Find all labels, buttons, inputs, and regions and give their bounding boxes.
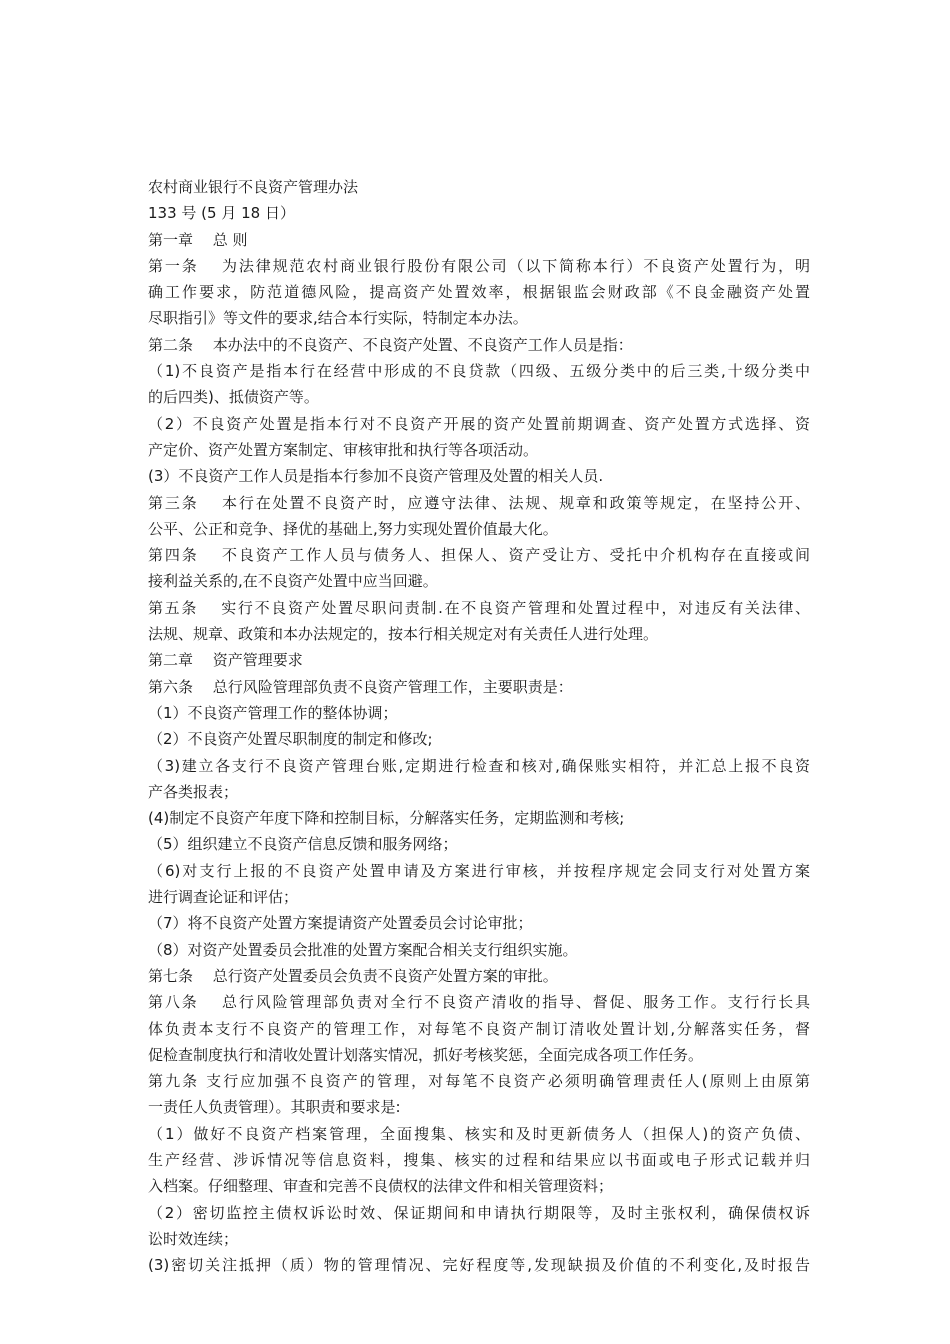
text-line: （8）对资产处置委员会批准的处置方案配合相关支行组织实施。 <box>148 940 578 959</box>
text-line: （2）不良资产处置尽职制度的制定和修改; <box>148 730 433 749</box>
text-line: （2）不良资产处置是指本行对不良资产开展的资产处置前期调查、资产处置方式选择、资 <box>148 414 810 433</box>
text-line: 产各类报表； <box>148 782 239 801</box>
text-line: 进行调查论证和评估； <box>148 888 299 907</box>
text-line: (4)制定不良资产年度下降和控制目标，分解落实任务，定期监测和考核; <box>148 809 625 828</box>
text-line: 第二章 资产管理要求 <box>148 651 303 670</box>
text-line: (3)密切关注抵押（质）物的管理情况、完好程度等,发现缺损及价值的不利变化,及时报告 <box>148 1256 810 1275</box>
text-line: 讼时效连续； <box>148 1229 239 1248</box>
text-line: 尽职指引》等文件的要求,结合本行实际，特制定本办法。 <box>148 309 528 328</box>
text-line: （1)不良资产是指本行在经营中形成的不良贷款（四级、五级分类中的后三类,十级分类中 <box>148 362 810 381</box>
text-line: 的后四类)、抵债资产等。 <box>148 388 319 407</box>
text-line: 第一章 总 则 <box>148 230 248 249</box>
text-line: （1）不良资产管理工作的整体协调； <box>148 703 398 722</box>
text-line: （3)建立各支行不良资产管理台账,定期进行检查和核对,确保账实相符，并汇总上报不良资 <box>148 756 810 775</box>
text-line: 法规、规章、政策和本办法规定的，按本行相关规定对有关责任人进行处理。 <box>148 625 659 644</box>
text-line: 第八条 总行风险管理部负责对全行不良资产清收的指导、督促、服务工作。支行行长具 <box>148 993 810 1012</box>
text-line: 第七条 总行资产处置委员会负责不良资产处置方案的审批。 <box>148 966 558 985</box>
text-line: （2）密切监控主债权诉讼时效、保证期间和申请执行期限等，及时主张权利，确保债权诉 <box>148 1203 810 1222</box>
document-body <box>148 174 810 1278</box>
text-line: 生产经营、涉诉情况等信息资料，搜集、核实的过程和结果应以书面或电子形式记载并归 <box>148 1150 810 1169</box>
text-line: （6)对支行上报的不良资产处置申请及方案进行审核，并按程序规定会同支行对处置方案 <box>148 861 810 880</box>
text-line: 一责任人负责管理）。其职责和要求是: <box>148 1098 401 1117</box>
text-line: 入档案。仔细整理、审查和完善不良债权的法律文件和相关管理资料； <box>148 1177 614 1196</box>
text-line: 第五条 实行不良资产处置尽职问责制.在不良资产管理和处置过程中，对违反有关法律、 <box>148 598 810 617</box>
text-line: （5）组织建立不良资产信息反馈和服务网络； <box>148 835 458 854</box>
text-line: 公平、公正和竞争、择优的基础上,努力实现处置价值最大化。 <box>148 519 558 538</box>
text-line: 接利益关系的,在不良资产处置中应当回避。 <box>148 572 438 591</box>
text-line: 产定价、资产处置方案制定、审核审批和执行等各项活动。 <box>148 440 539 459</box>
text-line: 体负责本支行不良资产的管理工作，对每笔不良资产制订清收处置计划,分解落实任务，督 <box>148 1019 810 1038</box>
text-line: （7）将不良资产处置方案提请资产处置委员会讨论审批； <box>148 914 533 933</box>
text-line: 第三条 本行在处置不良资产时，应遵守法律、法规、规章和政策等规定，在坚持公开、 <box>148 493 810 512</box>
text-line: 促检查制度执行和清收处置计划落实情况，抓好考核奖惩，全面完成各项工作任务。 <box>148 1045 704 1064</box>
text-line: （1）做好不良资产档案管理，全面搜集、核实和及时更新债务人（担保人)的资产负债、 <box>148 1124 810 1143</box>
text-line: 第九条 支行应加强不良资产的管理，对每笔不良资产必须明确管理责任人(原则上由原第 <box>148 1072 810 1091</box>
text-line: 确工作要求，防范道德风险，提高资产处置效率，根据银监会财政部《不良金融资产处置 <box>148 283 810 302</box>
text-line: 第四条 不良资产工作人员与债务人、担保人、资产受让方、受托中介机构存在直接或间 <box>148 546 810 565</box>
document-title: 农村商业银行不良资产管理办法 <box>148 178 359 196</box>
text-line: 第一条 为法律规范农村商业银行股份有限公司（以下简称本行）不良资产处置行为，明 <box>148 256 810 275</box>
text-line: 第六条 总行风险管理部负责不良资产管理工作，主要职责是： <box>148 677 573 696</box>
text-line: 133 号 (5 月 18 日） <box>148 204 295 223</box>
text-line: (3）不良资产工作人员是指本行参加不良资产管理及处置的相关人员. <box>148 467 604 486</box>
text-line: 第二条 本办法中的不良资产、不良资产处置、不良资产工作人员是指： <box>148 335 633 354</box>
